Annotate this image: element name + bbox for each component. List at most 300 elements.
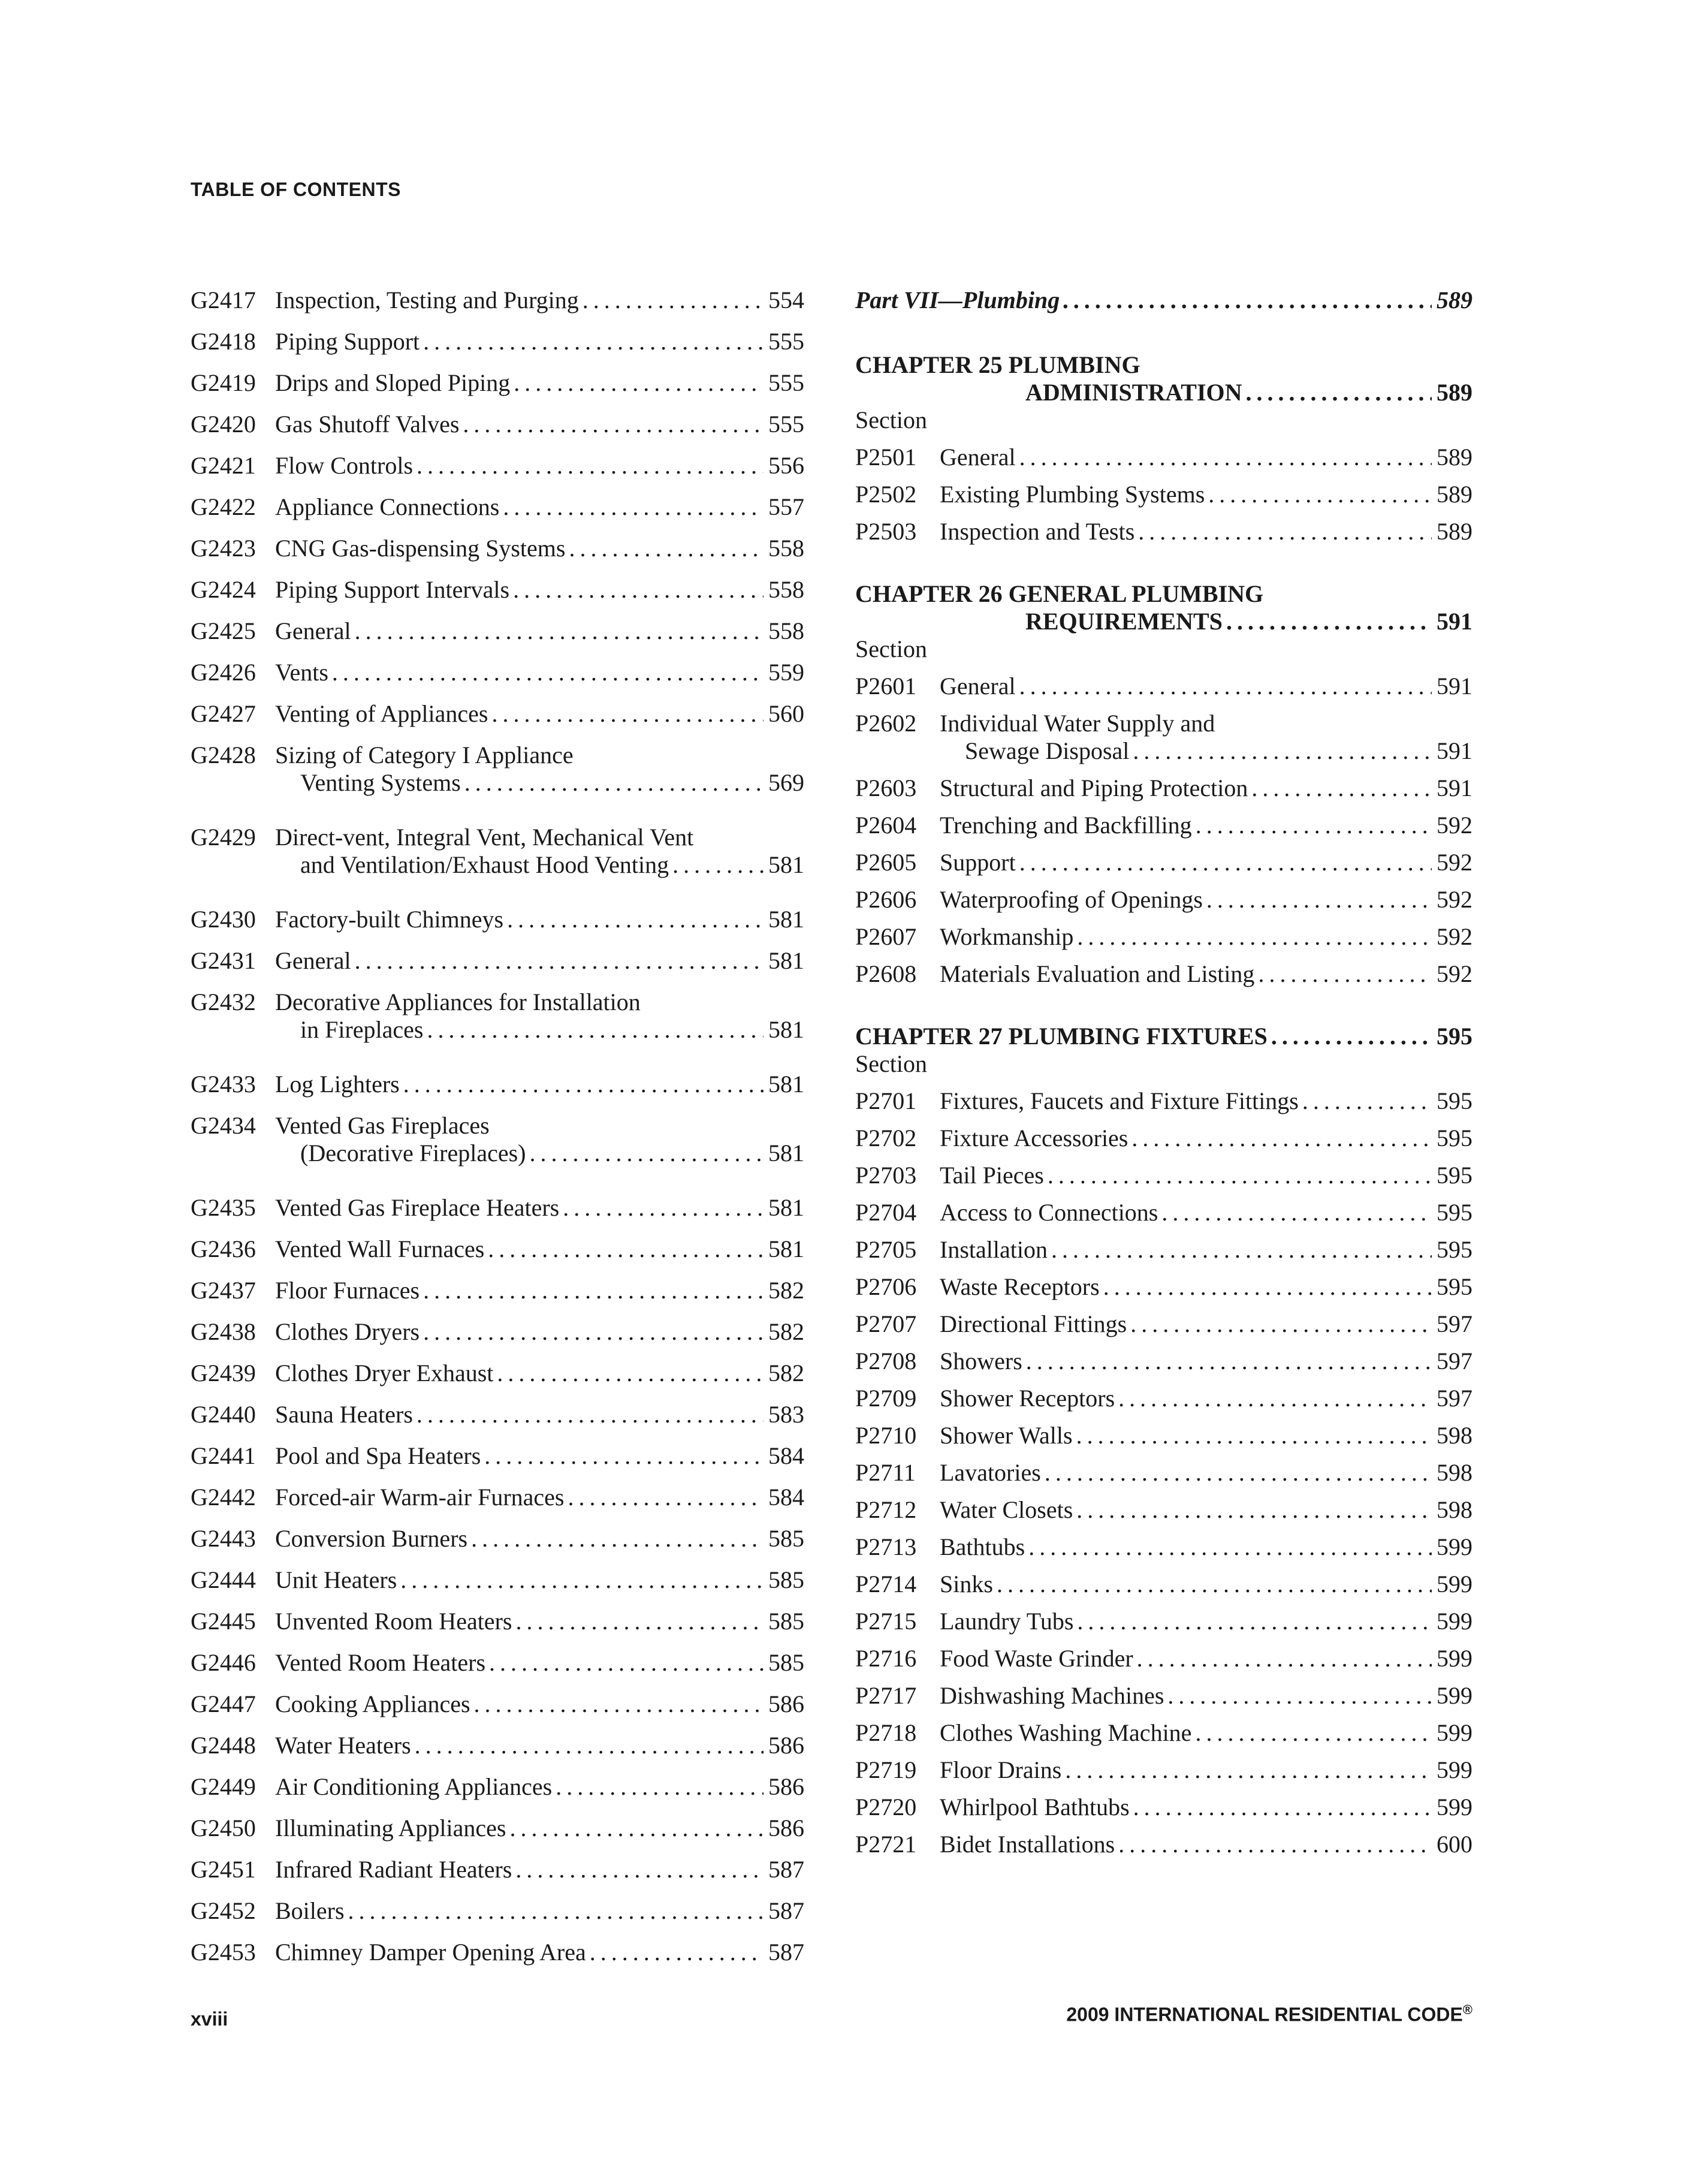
- entry-title-line: Vented Gas Fireplaces: [275, 1112, 490, 1139]
- entry-title: Installation: [940, 1236, 1048, 1263]
- entry-body: [275, 411, 804, 438]
- section-code: G2417: [191, 287, 256, 314]
- toc-entry[interactable]: [191, 493, 804, 535]
- leader-dots: [413, 452, 764, 480]
- leader-dots: [512, 1856, 764, 1883]
- leader-dots: [506, 1815, 764, 1842]
- toc-entry[interactable]: [855, 774, 1472, 812]
- toc-entry[interactable]: [855, 1645, 1472, 1682]
- toc-entry[interactable]: [855, 1756, 1472, 1794]
- entry-body: [940, 444, 1472, 471]
- leader-dots: [559, 1194, 764, 1222]
- toc-entry[interactable]: [855, 1162, 1472, 1199]
- entry-title: Whirlpool Bathtubs: [940, 1794, 1130, 1821]
- entry-title-row: [940, 1422, 1472, 1449]
- leader-dots: [345, 1897, 764, 1925]
- page-ref: 598: [1437, 1459, 1472, 1486]
- toc-entry[interactable]: [855, 444, 1472, 481]
- page-ref: 591: [1437, 673, 1472, 700]
- entry-title-row: [275, 1277, 804, 1304]
- section-code: P2701: [855, 1087, 917, 1114]
- toc-entry[interactable]: [191, 1690, 804, 1732]
- toc-entry[interactable]: [855, 1236, 1472, 1273]
- page-ref: 558: [768, 535, 804, 562]
- entry-body: [940, 1236, 1472, 1264]
- entry-title: (Decorative Fireplaces): [300, 1140, 526, 1167]
- entry-body: [275, 824, 804, 879]
- toc-entry[interactable]: [191, 1112, 804, 1176]
- page-ref: 581: [768, 1071, 804, 1098]
- leader-dots: [526, 1140, 764, 1167]
- entry-title-row: [275, 287, 804, 314]
- chapter-title: REQUIREMENTS: [1025, 608, 1223, 635]
- section-code: P2721: [855, 1831, 917, 1858]
- entry-title-row: [275, 1140, 804, 1167]
- leader-dots: [420, 328, 764, 355]
- entry-body: [940, 1422, 1472, 1449]
- leader-dots: [552, 1773, 764, 1801]
- leader-dots: [467, 1525, 764, 1553]
- toc-entry[interactable]: [855, 1794, 1472, 1831]
- entry-title: Sauna Heaters: [275, 1401, 413, 1428]
- toc-entry[interactable]: [191, 411, 804, 452]
- page-ref: 589: [1437, 518, 1472, 545]
- entry-body: [940, 710, 1472, 765]
- section-code: P2603: [855, 774, 917, 801]
- section-code: P2608: [855, 960, 917, 987]
- entry-title: Workmanship: [940, 923, 1074, 950]
- entry-body: [275, 287, 804, 314]
- section-code: G2430: [191, 906, 256, 933]
- entry-title-row: [275, 1566, 804, 1594]
- entry-title: Vented Wall Furnaces: [275, 1235, 485, 1262]
- toc-entry[interactable]: [191, 947, 804, 988]
- leader-dots: [459, 411, 764, 438]
- entry-title-row: [940, 812, 1472, 839]
- section-code: P2713: [855, 1533, 917, 1560]
- entry-title: CNG Gas-dispensing Systems: [275, 535, 566, 562]
- toc-entry[interactable]: [855, 1310, 1472, 1348]
- chapter-heading[interactable]: [855, 580, 1472, 635]
- toc-entry[interactable]: [191, 535, 804, 576]
- toc-entry[interactable]: [855, 1273, 1472, 1310]
- entry-body: [275, 1442, 804, 1470]
- page-ref: 595: [1437, 1273, 1472, 1300]
- page-ref: 557: [768, 493, 804, 520]
- page-ref: 584: [768, 1442, 804, 1469]
- page-ref: 592: [1437, 886, 1472, 913]
- entry-body: [275, 1815, 804, 1842]
- page-ref: 560: [768, 700, 804, 727]
- entry-title: Shower Walls: [940, 1422, 1073, 1449]
- toc-entry[interactable]: [855, 1608, 1472, 1645]
- section-code: P2702: [855, 1125, 917, 1152]
- leader-dots: [1192, 812, 1432, 839]
- entry-body: [275, 947, 804, 975]
- entry-title-row: [940, 1125, 1472, 1152]
- page-ref: 599: [1437, 1794, 1472, 1821]
- toc-entry[interactable]: [855, 1125, 1472, 1162]
- toc-entry[interactable]: [191, 1071, 804, 1112]
- page-ref: 555: [768, 411, 804, 438]
- entry-title: Inspection and Tests: [940, 518, 1135, 545]
- chapter-page: 589: [1437, 379, 1472, 406]
- entry-body: [940, 1087, 1472, 1115]
- toc-entry[interactable]: [191, 1194, 804, 1235]
- leader-dots: [351, 617, 764, 645]
- entry-title-row: [275, 906, 804, 933]
- entry-body: [940, 923, 1472, 951]
- entry-title: Pool and Spa Heaters: [275, 1442, 481, 1469]
- section-code: P2710: [855, 1422, 917, 1449]
- toc-entry[interactable]: [855, 960, 1472, 997]
- section-code: P2501: [855, 444, 917, 471]
- entry-body: [940, 1496, 1472, 1524]
- entry-title-row: [275, 1318, 804, 1346]
- leader-dots: [1061, 1756, 1432, 1784]
- entry-title-row: [940, 849, 1472, 876]
- chapter-title-row: [855, 379, 1472, 406]
- entry-title-row: [275, 1484, 804, 1511]
- section-code: P2709: [855, 1385, 917, 1412]
- toc-entry[interactable]: [855, 673, 1472, 710]
- entry-title: Boilers: [275, 1897, 345, 1924]
- section-code: P2502: [855, 481, 917, 508]
- toc-entry[interactable]: [191, 1318, 804, 1360]
- page-ref: 587: [768, 1897, 804, 1924]
- entry-title-row: [275, 1649, 804, 1677]
- page-ref: 582: [768, 1318, 804, 1345]
- leader-dots: [586, 1939, 764, 1966]
- entry-title-row: [275, 947, 804, 975]
- entry-title-row: [275, 1071, 804, 1098]
- toc-entry[interactable]: [191, 1484, 804, 1525]
- leader-dots: [1041, 1459, 1432, 1487]
- entry-title: Log Lighters: [275, 1071, 400, 1098]
- toc-entry[interactable]: [855, 812, 1472, 849]
- page-ref: 581: [768, 1016, 804, 1043]
- page-ref: 589: [1437, 444, 1472, 471]
- entry-title-row: [940, 1459, 1472, 1487]
- toc-entry[interactable]: [191, 1897, 804, 1939]
- entry-title-row: [940, 1756, 1472, 1784]
- page-ref: 581: [768, 1235, 804, 1262]
- entry-title: Clothes Washing Machine: [940, 1719, 1192, 1746]
- section-code: G2451: [191, 1856, 256, 1883]
- part-heading[interactable]: [855, 287, 1472, 314]
- page-ref: 599: [1437, 1533, 1472, 1560]
- toc-entry[interactable]: [855, 518, 1472, 555]
- page-ref: 597: [1437, 1348, 1472, 1375]
- toc-entry[interactable]: [191, 1566, 804, 1608]
- toc-entry[interactable]: [191, 1939, 804, 1980]
- section-code: P2606: [855, 886, 917, 913]
- entry-body: [940, 1273, 1472, 1301]
- toc-entry[interactable]: [855, 886, 1472, 923]
- toc-entry[interactable]: [191, 328, 804, 369]
- leader-dots: [1130, 1794, 1432, 1821]
- page-ref: 599: [1437, 1645, 1472, 1672]
- entry-title: Water Closets: [940, 1496, 1073, 1523]
- toc-entry[interactable]: [855, 1682, 1472, 1719]
- entry-body: [275, 700, 804, 728]
- page-ref: 584: [768, 1484, 804, 1511]
- section-code: G2434: [191, 1112, 256, 1139]
- entry-title-row: [940, 673, 1472, 700]
- leader-dots: [1191, 1719, 1432, 1747]
- page-ref: 581: [768, 1140, 804, 1167]
- toc-entry[interactable]: [855, 1385, 1472, 1422]
- section-code: P2706: [855, 1273, 917, 1300]
- toc-entry[interactable]: [191, 1732, 804, 1773]
- chapter-page: 595: [1437, 1023, 1472, 1050]
- toc-entry[interactable]: [191, 1360, 804, 1401]
- entry-title-row: [940, 1385, 1472, 1412]
- entry-body: [275, 617, 804, 645]
- entry-body: [275, 1112, 804, 1167]
- section-code: P2714: [855, 1571, 917, 1598]
- section-code: P2703: [855, 1162, 917, 1189]
- leader-dots: [1242, 379, 1432, 406]
- entry-body: [275, 1360, 804, 1387]
- entry-title-row: [275, 1856, 804, 1883]
- section-code: G2452: [191, 1897, 256, 1924]
- page-ref: 558: [768, 617, 804, 644]
- toc-entry[interactable]: [855, 1199, 1472, 1236]
- entry-title-row: [940, 960, 1472, 988]
- toc-entry[interactable]: [855, 710, 1472, 767]
- section-code: G2426: [191, 659, 256, 686]
- leader-dots: [1127, 1310, 1432, 1338]
- entry-body: [940, 1719, 1472, 1747]
- entry-body: [275, 659, 804, 686]
- entry-title: Showers: [940, 1348, 1022, 1375]
- toc-entry[interactable]: [191, 1649, 804, 1690]
- section-code: G2436: [191, 1235, 256, 1262]
- leader-dots: [1203, 886, 1432, 914]
- chapter-heading[interactable]: [855, 1023, 1472, 1050]
- page-ref: 555: [768, 369, 804, 396]
- entry-title-line: Direct-vent, Integral Vent, Mechanical Vent: [275, 824, 694, 851]
- section-code: G2441: [191, 1442, 256, 1469]
- entry-title-row: [940, 774, 1472, 802]
- entry-title-row: [940, 1310, 1472, 1338]
- toc-entry[interactable]: [855, 1348, 1472, 1385]
- entry-title-row: [940, 1831, 1472, 1858]
- toc-entry[interactable]: [855, 923, 1472, 960]
- entry-title-row: [940, 1533, 1472, 1561]
- section-code: G2419: [191, 369, 256, 396]
- entry-body: [940, 481, 1472, 508]
- entry-body: [275, 535, 804, 562]
- toc-right-column: [855, 287, 1472, 1885]
- entry-title: Venting Systems: [300, 769, 461, 796]
- toc-entry[interactable]: [191, 988, 804, 1052]
- toc-entry[interactable]: [191, 287, 804, 328]
- toc-entry[interactable]: [191, 369, 804, 411]
- chapter-heading[interactable]: [855, 351, 1472, 406]
- page-ref: 591: [1437, 737, 1472, 764]
- entry-title-row: [275, 700, 804, 728]
- entry-body: [940, 1459, 1472, 1487]
- toc-entry[interactable]: [191, 824, 804, 887]
- entry-title-row: [275, 1401, 804, 1428]
- entry-title-line: Decorative Appliances for Installation: [275, 988, 641, 1015]
- entry-body: [275, 1277, 804, 1304]
- entry-body: [940, 1682, 1472, 1710]
- entry-title: Trenching and Backfilling: [940, 812, 1192, 839]
- page-ref: 598: [1437, 1422, 1472, 1449]
- page-ref: 589: [1437, 481, 1472, 508]
- page-ref: 599: [1437, 1571, 1472, 1598]
- section-code: P2605: [855, 849, 917, 876]
- toc-entry[interactable]: [191, 1442, 804, 1484]
- leader-dots: [488, 700, 764, 728]
- entry-title: Unit Heaters: [275, 1566, 397, 1593]
- entry-body: [940, 849, 1472, 876]
- section-code: G2445: [191, 1608, 256, 1635]
- toc-entry[interactable]: [855, 1459, 1472, 1496]
- page-ref: 597: [1437, 1385, 1472, 1412]
- entry-title: General: [940, 673, 1016, 700]
- entry-title-row: [940, 886, 1472, 914]
- section-code: G2437: [191, 1277, 256, 1304]
- page-ref: 582: [768, 1360, 804, 1387]
- entry-body: [940, 774, 1472, 802]
- section-code: P2718: [855, 1719, 917, 1746]
- toc-entry[interactable]: [855, 849, 1472, 886]
- toc-entry[interactable]: [855, 1533, 1472, 1571]
- entry-title: Infrared Radiant Heaters: [275, 1856, 512, 1883]
- page-ref: 599: [1437, 1719, 1472, 1746]
- page-ref: 585: [768, 1566, 804, 1593]
- page-ref: 595: [1437, 1199, 1472, 1226]
- entry-title-row: [940, 1682, 1472, 1710]
- leader-dots: [509, 576, 764, 604]
- entry-title: General: [275, 947, 351, 974]
- page-ref: 586: [768, 1732, 804, 1759]
- page-ref: 585: [768, 1649, 804, 1676]
- toc-entry[interactable]: [855, 1719, 1472, 1756]
- leader-dots: [484, 1235, 764, 1263]
- entry-title-row: [940, 1087, 1472, 1115]
- entry-title-row: [275, 328, 804, 355]
- entry-title: Forced-air Warm-air Furnaces: [275, 1484, 565, 1511]
- toc-entry[interactable]: [191, 1401, 804, 1442]
- leader-dots: [1016, 849, 1432, 876]
- toc-entry[interactable]: [191, 1525, 804, 1566]
- leader-dots: [420, 1318, 764, 1346]
- section-code: G2449: [191, 1773, 256, 1800]
- entry-body: [940, 673, 1472, 700]
- entry-title-row: [275, 1897, 804, 1925]
- leader-dots: [1025, 1533, 1432, 1561]
- section-code: G2446: [191, 1649, 256, 1676]
- chapter-title-line: CHAPTER 25 PLUMBING: [855, 351, 1140, 378]
- section-label: Section: [855, 406, 927, 433]
- entry-title: Directional Fittings: [940, 1310, 1127, 1337]
- entry-title: Appliance Connections: [275, 493, 500, 520]
- leader-dots: [1048, 1236, 1432, 1264]
- toc-entry[interactable]: [191, 700, 804, 742]
- toc-entry[interactable]: [191, 1608, 804, 1649]
- entry-body: [940, 1199, 1472, 1226]
- toc-entry[interactable]: [855, 1571, 1472, 1608]
- entry-body: [275, 1484, 804, 1511]
- toc-entry[interactable]: [191, 452, 804, 493]
- section-code: G2428: [191, 742, 256, 768]
- section-label: Section: [855, 635, 927, 662]
- toc-left-column: [191, 287, 804, 1980]
- entry-title-row: [275, 1732, 804, 1759]
- toc-entry[interactable]: [191, 742, 804, 805]
- chapter-list: [855, 351, 1472, 1885]
- leader-dots: [1115, 1831, 1432, 1858]
- leader-dots: [1164, 1682, 1432, 1710]
- toc-entry[interactable]: [855, 481, 1472, 518]
- entry-title: Materials Evaluation and Listing: [940, 960, 1255, 987]
- toc-entry[interactable]: [191, 906, 804, 947]
- entry-title: in Fireplaces: [300, 1016, 424, 1043]
- section-code: G2429: [191, 824, 256, 851]
- entry-body: [275, 452, 804, 480]
- toc-entry[interactable]: [191, 1773, 804, 1815]
- entry-title-row: [940, 1162, 1472, 1189]
- part-title: Part VII—Plumbing: [855, 287, 1060, 314]
- entry-title-row: [275, 1235, 804, 1263]
- page-ref: 582: [768, 1277, 804, 1304]
- entry-body: [940, 1385, 1472, 1412]
- entry-title: Vented Gas Fireplace Heaters: [275, 1194, 560, 1221]
- section-code: P2602: [855, 710, 917, 737]
- toc-entry[interactable]: [191, 617, 804, 659]
- toc-entry[interactable]: [855, 1496, 1472, 1533]
- entry-title-row: [275, 617, 804, 645]
- entry-body: [275, 493, 804, 521]
- entry-title: Cooking Appliances: [275, 1690, 470, 1717]
- section-code: G2450: [191, 1815, 256, 1841]
- toc-entry[interactable]: [855, 1087, 1472, 1125]
- toc-entry[interactable]: [191, 1235, 804, 1277]
- leader-dots: [400, 1071, 764, 1098]
- entry-title-row: [275, 1442, 804, 1470]
- registered-mark: ®: [1462, 2002, 1472, 2017]
- page-ref: 581: [768, 947, 804, 974]
- entry-title: General: [940, 444, 1016, 471]
- section-code: P2707: [855, 1310, 917, 1337]
- section-code: G2440: [191, 1401, 256, 1428]
- toc-entry[interactable]: [191, 1856, 804, 1897]
- toc-entry[interactable]: [191, 576, 804, 617]
- entry-body: [275, 1856, 804, 1883]
- section-code: G2433: [191, 1071, 256, 1098]
- entry-title: Drips and Sloped Piping: [275, 369, 511, 396]
- section-code: G2442: [191, 1484, 256, 1511]
- page-ref: 597: [1437, 1310, 1472, 1337]
- toc-entry[interactable]: [855, 1831, 1472, 1868]
- entry-title-row: [940, 1608, 1472, 1635]
- toc-entry[interactable]: [191, 1815, 804, 1856]
- entry-title-row: [940, 1645, 1472, 1672]
- leader-dots: [565, 1484, 764, 1511]
- entry-title: Clothes Dryers: [275, 1318, 420, 1345]
- toc-entry[interactable]: [191, 1277, 804, 1318]
- leader-dots: [1133, 1645, 1432, 1672]
- toc-entry[interactable]: [855, 1422, 1472, 1459]
- leader-dots: [669, 851, 764, 879]
- toc-entry[interactable]: [191, 659, 804, 700]
- entry-title-row: [940, 923, 1472, 951]
